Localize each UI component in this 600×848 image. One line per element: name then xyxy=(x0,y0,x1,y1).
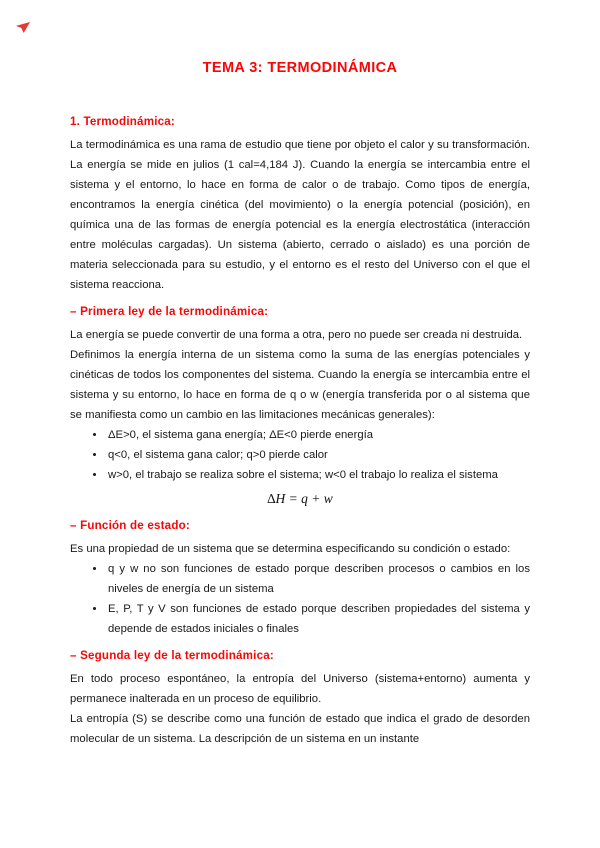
page-title: TEMA 3: TERMODINÁMICA xyxy=(202,60,398,76)
first-law-bullet-list xyxy=(70,425,530,485)
thermodynamics-paragraph: La termodinámica es una rama de estudio que tiene por objeto el calor y su transformación. La energía se mide en julios (1 cal=4,184 J). Cuando la energía se intercambia entre el sistema y el entorno, lo hace en forma de calor o de trabajo. Como tipos de energía, encontramos la energía cinética (del movimiento) o la energía potencial (posición), en química una de las formas de energía potencial es la energía electrostática (interacción entre moléculas cargadas). Un sistema (abierto, cerrado o aislado) es una porción de materia seleccionada para su estudio, y el entorno es el resto del Universo con el que el sistema reacciona. xyxy=(70,139,530,291)
first-law-heading: – Primera ley de la termodinámica: xyxy=(70,305,269,318)
bullet-item-energy: • ΔE>0, el sistema gana energía; ΔE<0 pierde energía xyxy=(106,425,530,445)
corner-logo-icon xyxy=(16,22,30,33)
bullet-item-qw-not-state: • q y w no son funciones de estado porque describen procesos o cambios en los niveles de energía de un sistema xyxy=(106,559,530,599)
enthalpy-equation: ∆H = q + w xyxy=(267,491,333,506)
state-function-heading: – Función de estado: xyxy=(70,519,190,532)
first-law-paragraph-2: Definimos la energía interna de un sistema como la suma de las energías potenciales y cinéticas de todos los componentes del sistema. Cuando la energía se intercambia entre el sistema y su entorno, lo hace en forma de q o w (energía transferida por o al sistema que se manifiesta como un cambio en las limitaciones mecánicas generales): xyxy=(70,349,530,421)
page-content xyxy=(70,60,530,749)
bullet-item-eptv-state: • E, P, T y V son funciones de estado porque describen propiedades del sistema y depende de estados iniciales o finales xyxy=(106,599,530,639)
state-function-bullet-list xyxy=(70,559,530,639)
second-law-heading: – Segunda ley de la termodinámica: xyxy=(70,649,274,662)
first-law-paragraph-1: La energía se puede convertir de una forma a otra, pero no puede ser creada ni destruida. xyxy=(70,329,523,341)
section-thermodynamics-heading: 1. Termodinámica: xyxy=(70,115,175,128)
bullet-item-heat: • q<0, el sistema gana calor; q>0 pierde calor xyxy=(106,445,530,465)
bullet-item-work: • w>0, el trabajo se realiza sobre el sistema; w<0 el trabajo lo realiza el sistema xyxy=(106,465,530,485)
state-function-paragraph: Es una propiedad de un sistema que se determina especificando su condición o estado: xyxy=(70,543,511,555)
second-law-paragraph-1: En todo proceso espontáneo, la entropía del Universo (sistema+entorno) aumenta y permanece inalterada en un proceso de equilibrio. xyxy=(70,673,530,705)
second-law-paragraph-2: La entropía (S) se describe como una función de estado que indica el grado de desorden molecular de un sistema. La descripción de un sistema en un instante xyxy=(70,713,530,745)
